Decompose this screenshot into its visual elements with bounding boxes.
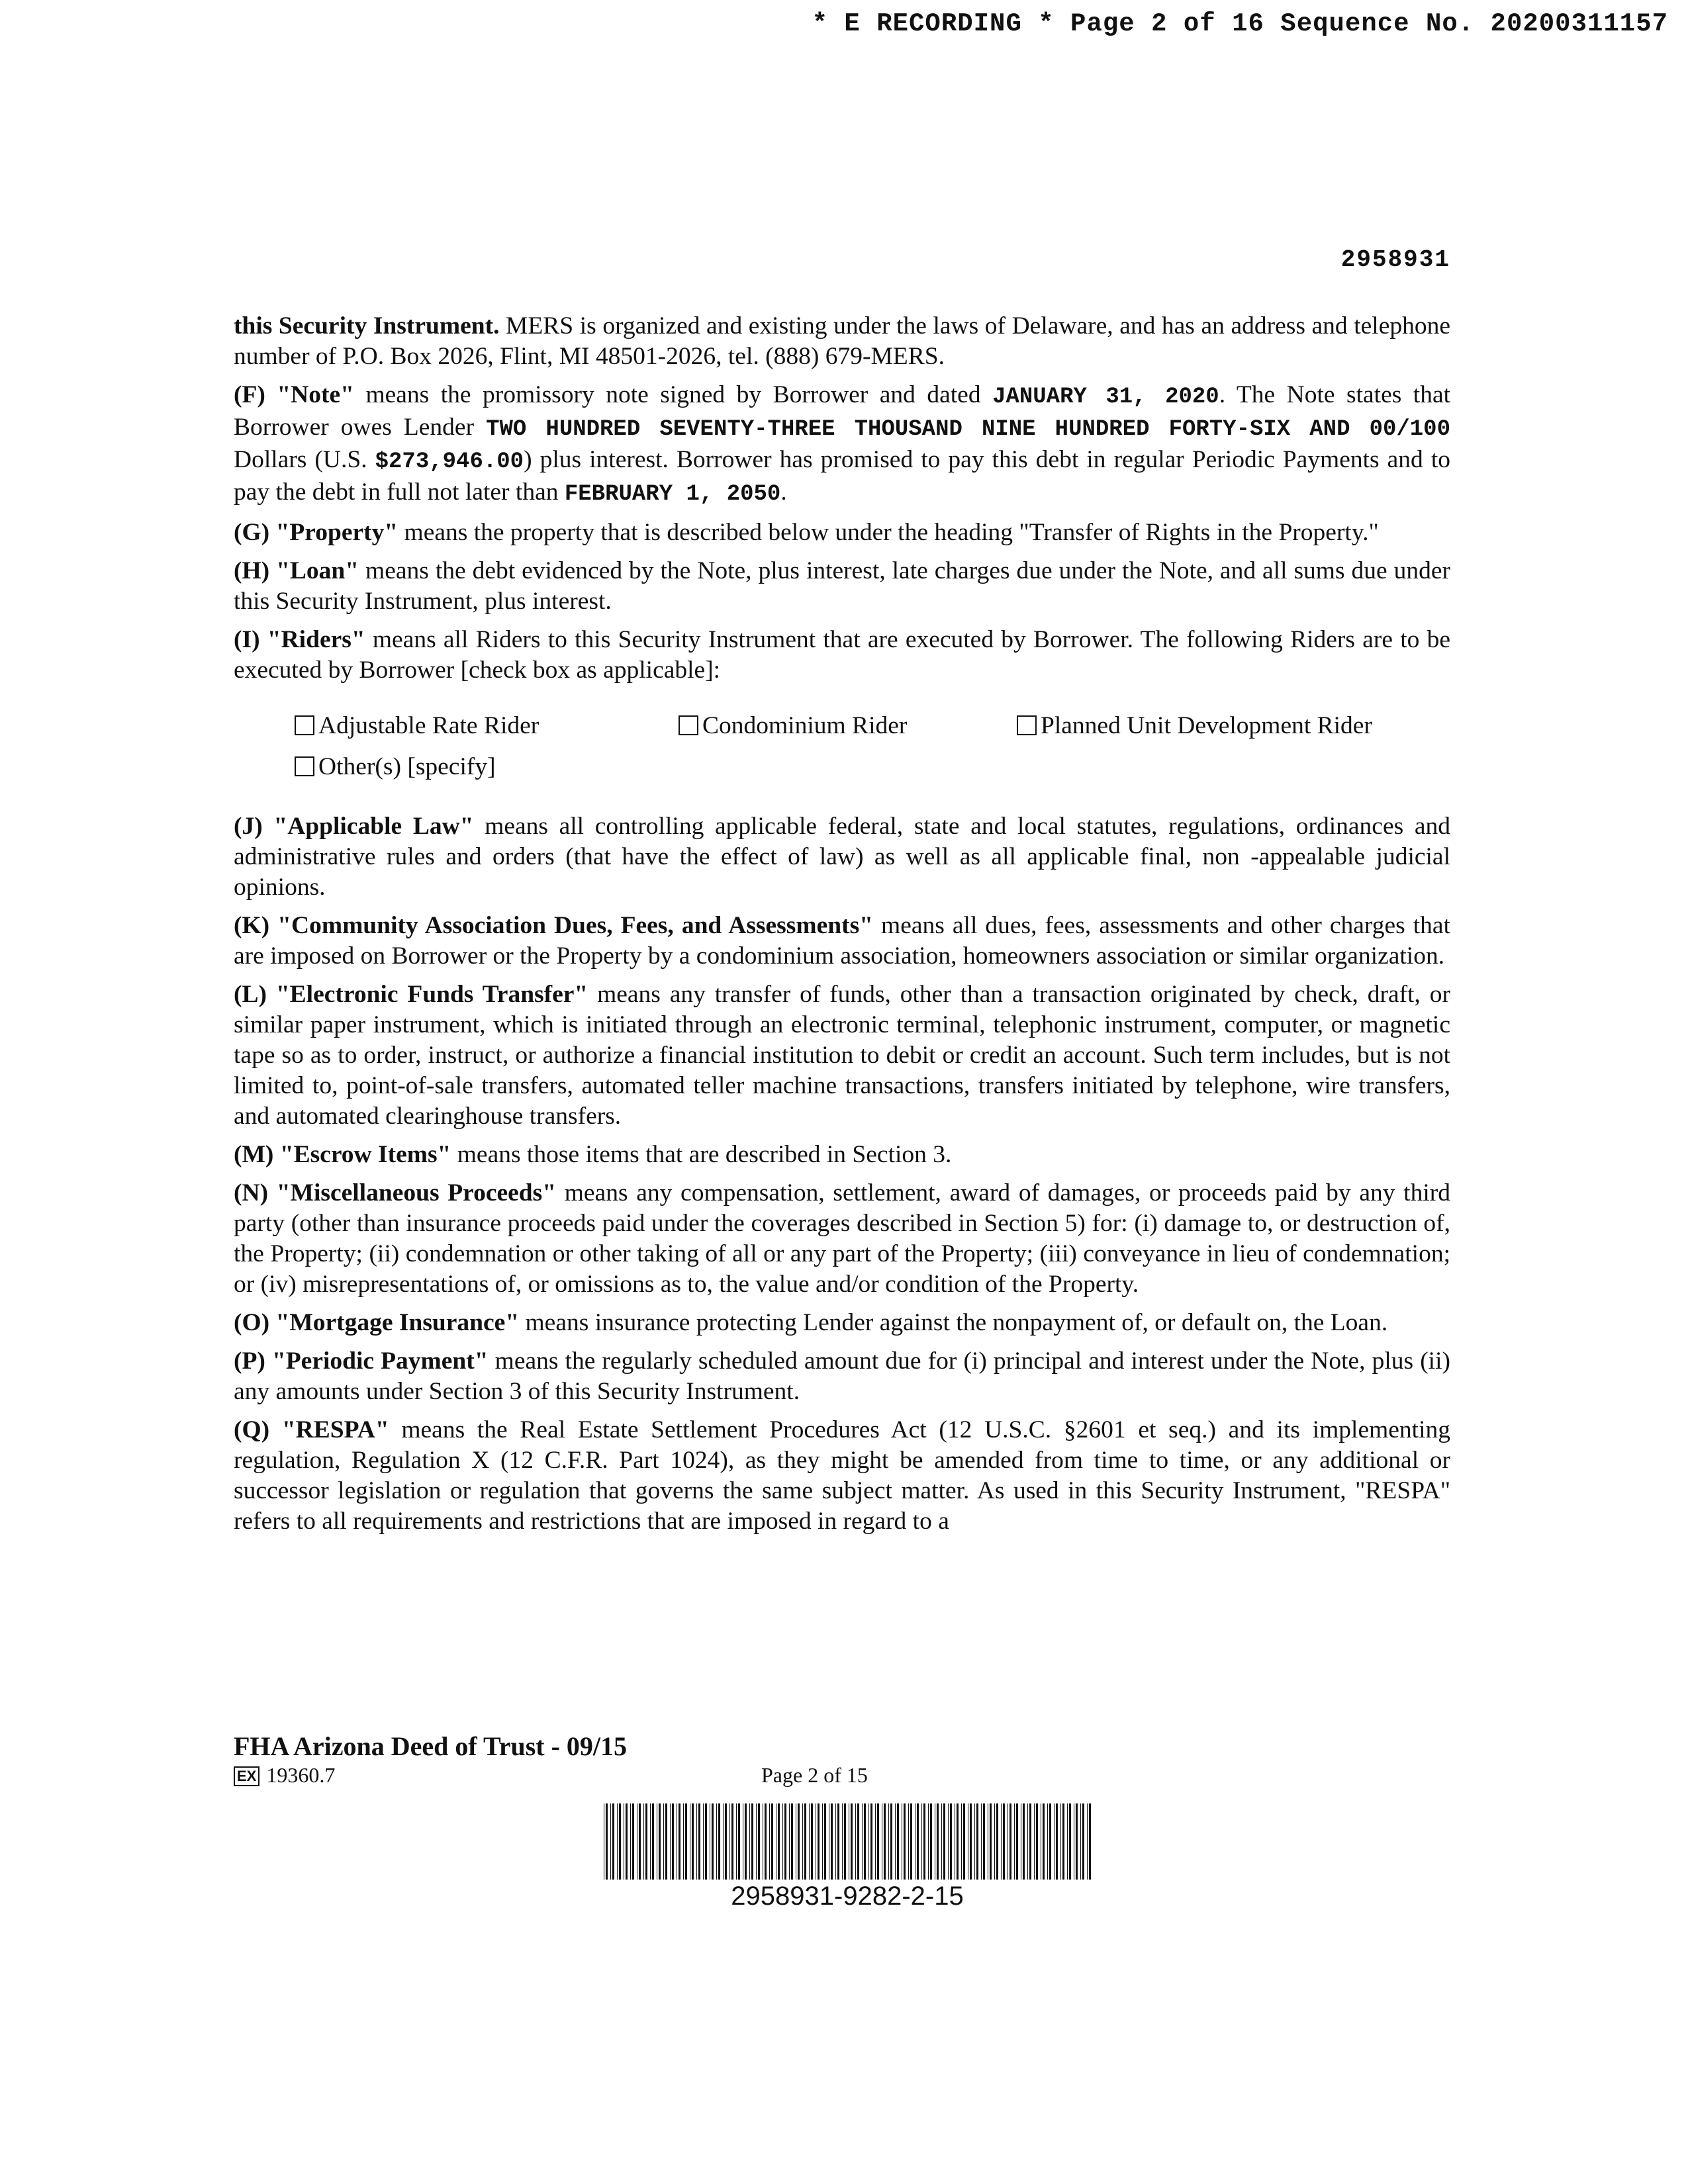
text: means those items that are described in Section 3. (451, 1141, 952, 1168)
amount-value: $273,946.00 (375, 449, 524, 475)
text: means all Riders to this Security Instrument that are executed by Borrower. The following Riders are to be executed by Borrower [check box as applicable]: (234, 626, 1450, 684)
definition-mortgage-insurance (234, 1308, 1450, 1338)
rider-label: Adjustable Rate Rider (318, 712, 539, 739)
term: (O) "Mortgage Insurance" (234, 1309, 520, 1336)
definition-riders (234, 625, 1450, 686)
term: (H) "Loan" (234, 557, 359, 584)
rider-label: Planned Unit Development Rider (1041, 712, 1372, 739)
term: (G) "Property" (234, 519, 399, 546)
ex-logo-icon: EX (234, 1766, 259, 1786)
paragraph-mers (234, 311, 1450, 372)
definition-note (234, 380, 1450, 510)
text: means the debt evidenced by the Note, plus interest, late charges due under the Note, and all sums due under this Security Instrument, plus interest. (234, 557, 1450, 615)
definition-periodic-payment (234, 1346, 1450, 1407)
text: . The Note states that Borrower owes Lender (234, 381, 1451, 441)
definition-respa (234, 1415, 1450, 1537)
bold-lead: this Security Instrument. (234, 312, 500, 340)
text: means the promissory note signed by Borrower and dated (353, 381, 993, 408)
text: means the regularly scheduled amount due for (i) principal and interest under the Note, plus (ii) any amounts under Section 3 of this Security Instrument. (234, 1347, 1451, 1405)
text: means all controlling applicable federal, state and local statutes, regulations, ordinances and administrative rules and orders (that have the effect of law) as well as all applicable final, non -appealable judicial opinions. (234, 813, 1450, 901)
definition-applicable-law (234, 811, 1450, 903)
checkbox-icon[interactable] (295, 715, 314, 735)
riders-checklist (234, 704, 1450, 794)
page-number: Page 2 of 15 (761, 1763, 868, 1787)
barcode-text: 2958931-9282-2-15 (731, 1882, 964, 1911)
rider-planned-unit-development[interactable] (1017, 711, 1372, 741)
text: means any compensation, settlement, award of damages, or proceeds paid by any third party (other than insurance proceeds paid under the coverages described in Section 5) for: (i) damage to, or destruction of, the Property; (ii) condemnation or other taking of all or any part of the Property; (iii) conveyance in lieu of condemnation; or (iv) misrepresentations of, or omissions as to, the value and/or condition of the Property. (234, 1179, 1450, 1298)
term: (M) "Escrow Items" (234, 1141, 451, 1168)
term: (N) "Miscellaneous Proceeds" (234, 1179, 557, 1206)
rider-adjustable-rate[interactable] (295, 711, 539, 741)
document-number: 2958931 (1340, 246, 1450, 273)
text: Dollars (U.S. (234, 446, 375, 473)
rider-condominium[interactable] (679, 711, 907, 741)
recording-header: * E RECORDING * Page 2 of 16 Sequence No. 20200311157 (812, 9, 1668, 38)
term: (I) "Riders" (234, 626, 365, 653)
text: means all dues, fees, assessments and other charges that are imposed on Borrower or the Property by a condominium association, homeowners association or similar organization. (234, 912, 1450, 970)
definition-loan (234, 556, 1450, 617)
amount-words: TWO HUNDRED SEVENTY-THREE THOUSAND NINE HUNDRED FORTY-SIX AND 00/100 (486, 417, 1450, 442)
definition-misc-proceeds (234, 1178, 1450, 1300)
definition-eft (234, 979, 1450, 1132)
checkbox-icon[interactable] (295, 756, 314, 776)
checkbox-icon[interactable] (1017, 715, 1037, 735)
text: means insurance protecting Lender against the nonpayment of, or default on, the Loan. (519, 1309, 1388, 1336)
text: ) plus interest. Borrower has promised to pay this debt in regular Periodic Payments and to pay the debt in full not later than (234, 446, 1450, 506)
form-number: 19360.7 (266, 1763, 336, 1787)
text: means the property that is described below under the heading "Transfer of Rights in the Property." (398, 519, 1379, 546)
paragraph-text: MERS is organized and existing under the laws of Delaware, and has an address and telephone number of P.O. Box 2026, Flint, MI 48501-2026, tel. (888) 679-MERS. (234, 312, 1450, 370)
rider-label: Condominium Rider (702, 712, 908, 739)
text: means the Real Estate Settlement Procedures Act (12 U.S.C. §2601 et seq.) and its implementing regulation, Regulation X (12 C.F.R. Part 1024), as they might be amended from time to time, or any additional or successor legislation or regulation that governs the same subject matter. As used in this Security Instrument, "RESPA" refers to all requirements and restrictions that are imposed in regard to a (234, 1416, 1450, 1535)
term: (P) "Periodic Payment" (234, 1347, 489, 1375)
form-title: FHA Arizona Deed of Trust - 09/15 (234, 1731, 628, 1761)
form-number-line (234, 1763, 335, 1788)
definition-escrow-items (234, 1140, 1450, 1170)
term: (L) "Electronic Funds Transfer" (234, 981, 588, 1008)
definition-property (234, 518, 1450, 548)
note-date: JANUARY 31, 2020 (992, 385, 1219, 410)
text: means any transfer of funds, other than a transaction originated by check, draft, or similar paper instrument, which is initiated through an electronic terminal, telephonic instrument, computer, or magnetic tape so as to order, instruct, or authorize a financial institution to debit or credit an account. Such term includes, but is not limited to, point-of-sale transfers, automated teller machine transactions, transfers initiated by telephone, wire transfers, and automated clearinghouse transfers. (234, 981, 1450, 1130)
checkbox-icon[interactable] (679, 715, 698, 735)
text: . (780, 478, 787, 506)
term: (F) "Note" (234, 381, 354, 408)
rider-other[interactable] (295, 752, 496, 782)
term: (J) "Applicable Law" (234, 813, 474, 840)
maturity-date: FEBRUARY 1, 2050 (564, 482, 781, 507)
term: (K) "Community Association Dues, Fees, and Assessments" (234, 912, 873, 939)
term: (Q) "RESPA" (234, 1416, 389, 1443)
barcode-icon (602, 1803, 1092, 1880)
document-body (234, 311, 1450, 1545)
rider-label: Other(s) [specify] (318, 753, 496, 780)
definition-community-dues (234, 911, 1450, 972)
